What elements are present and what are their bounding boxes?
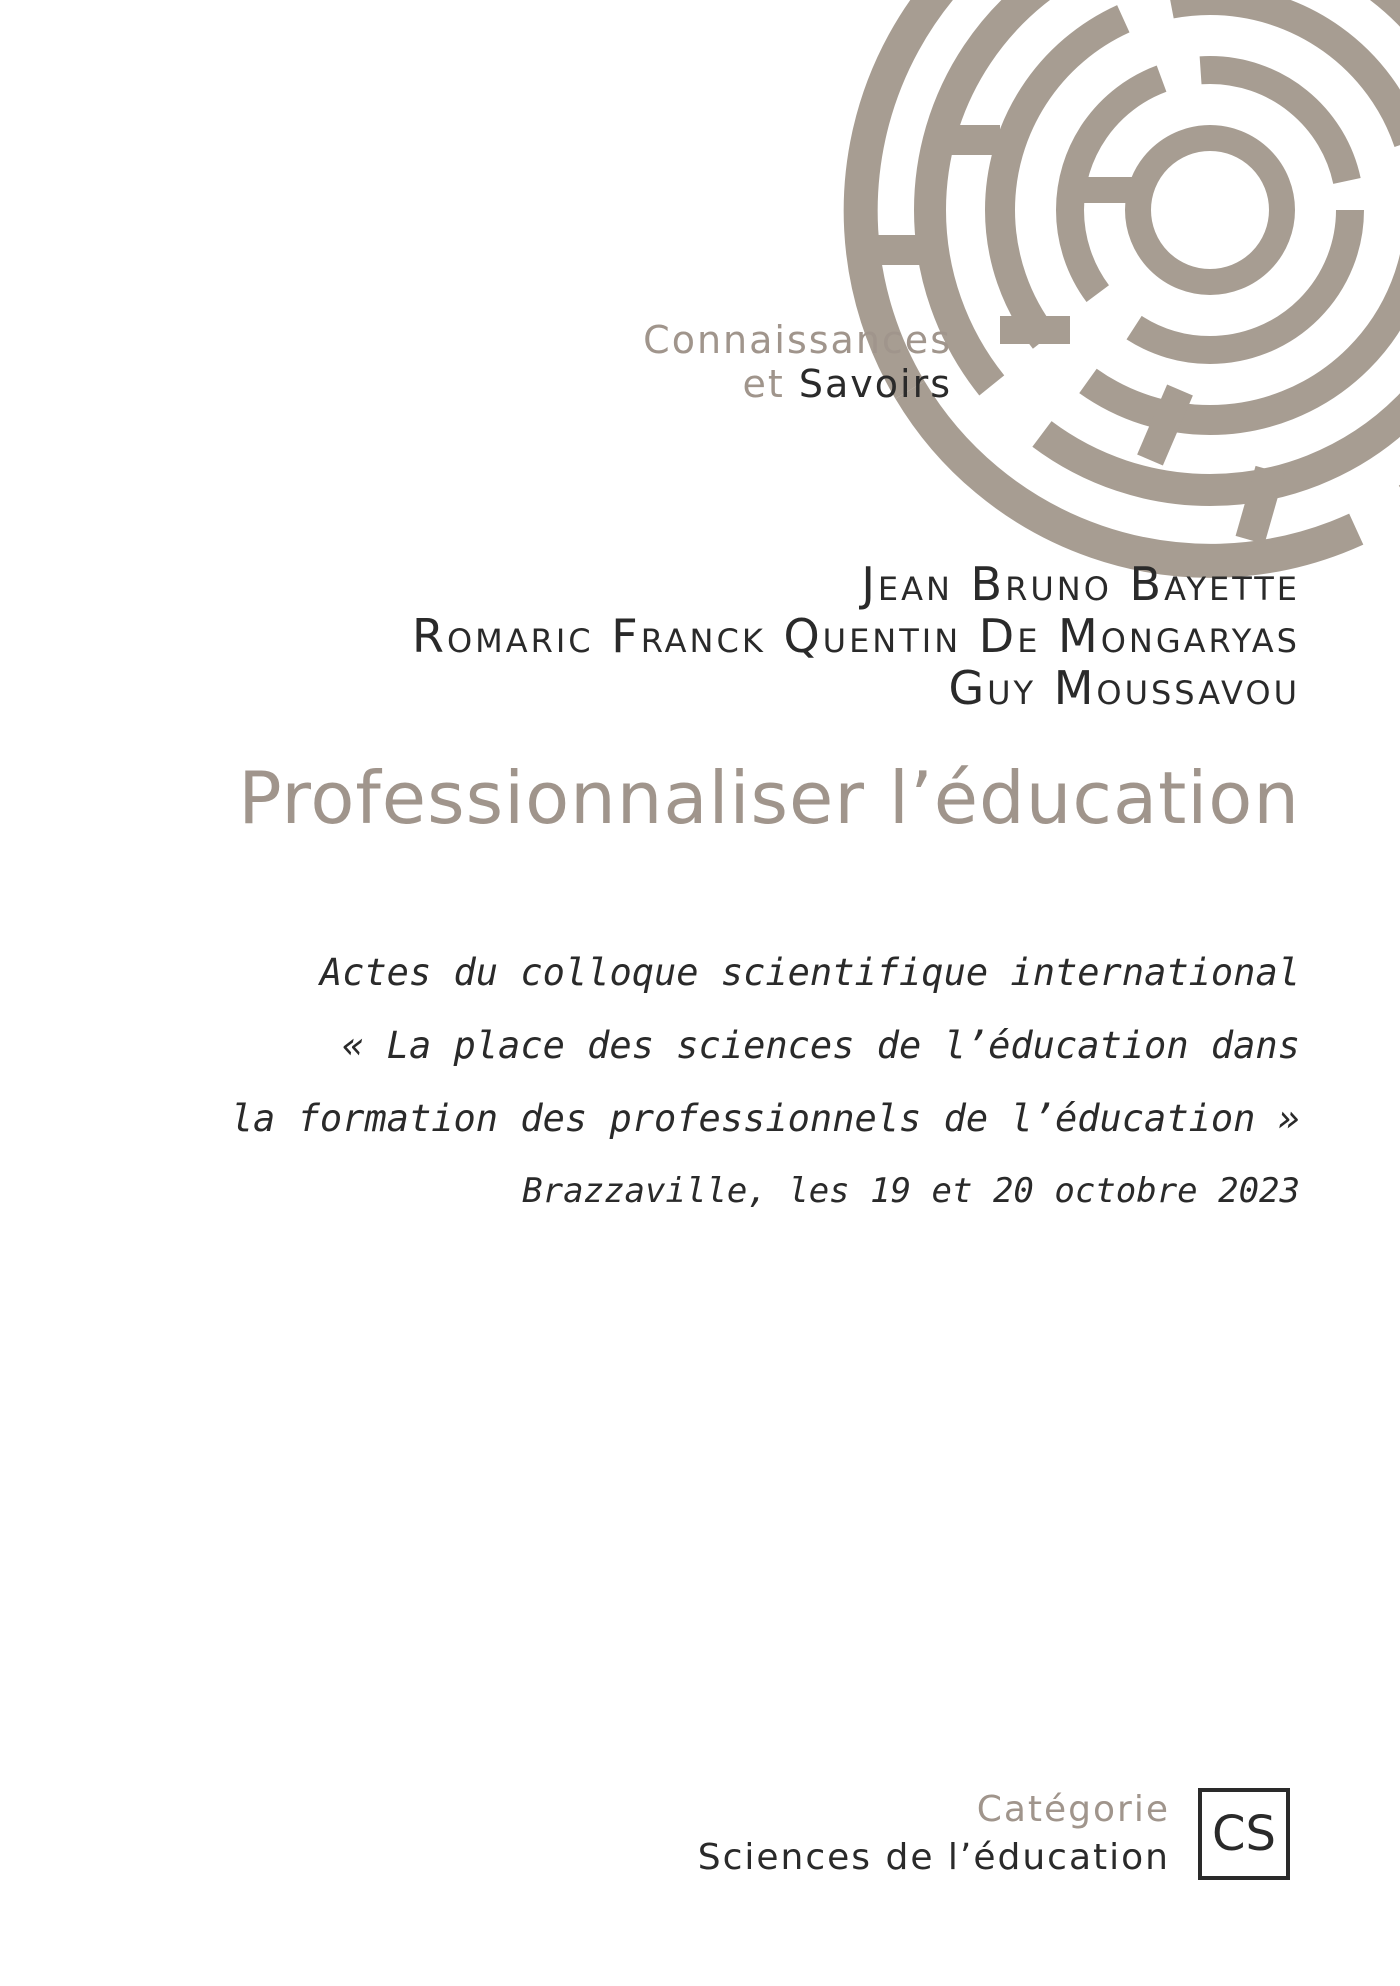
category-block [698,1786,1170,1882]
collection-line-savoirs [643,362,952,406]
book-title: Professionnaliser l’éducation [238,756,1300,840]
author-name: Romaric Franck Quentin De Mongaryas [411,609,1300,663]
category-value: Sciences de l’éducation [697,1837,1170,1878]
labyrinth-logo-icon [830,0,1400,590]
collection-name [643,318,952,406]
book-subtitle [231,936,1300,1228]
category-label: Catégorie [976,1789,1170,1830]
collection-savoirs: Savoirs [798,362,952,406]
subtitle-line: Actes du colloque scientifique international [319,951,1300,994]
author-name: Jean Bruno Bayette [861,557,1300,611]
subtitle-line: « La place des sciences de l’éducation dans [342,1024,1300,1067]
author-name: Guy Moussavou [948,661,1300,715]
category-badge: CS [1198,1788,1290,1880]
subtitle-place-date: Brazzaville, les 19 et 20 octobre 2023 [522,1171,1300,1211]
collection-line-connaissances: Connaissances [643,318,952,362]
subtitle-line: la formation des professionnels de l’éducation » [230,1097,1300,1140]
collection-et: et [742,362,785,406]
author-list [412,558,1300,714]
